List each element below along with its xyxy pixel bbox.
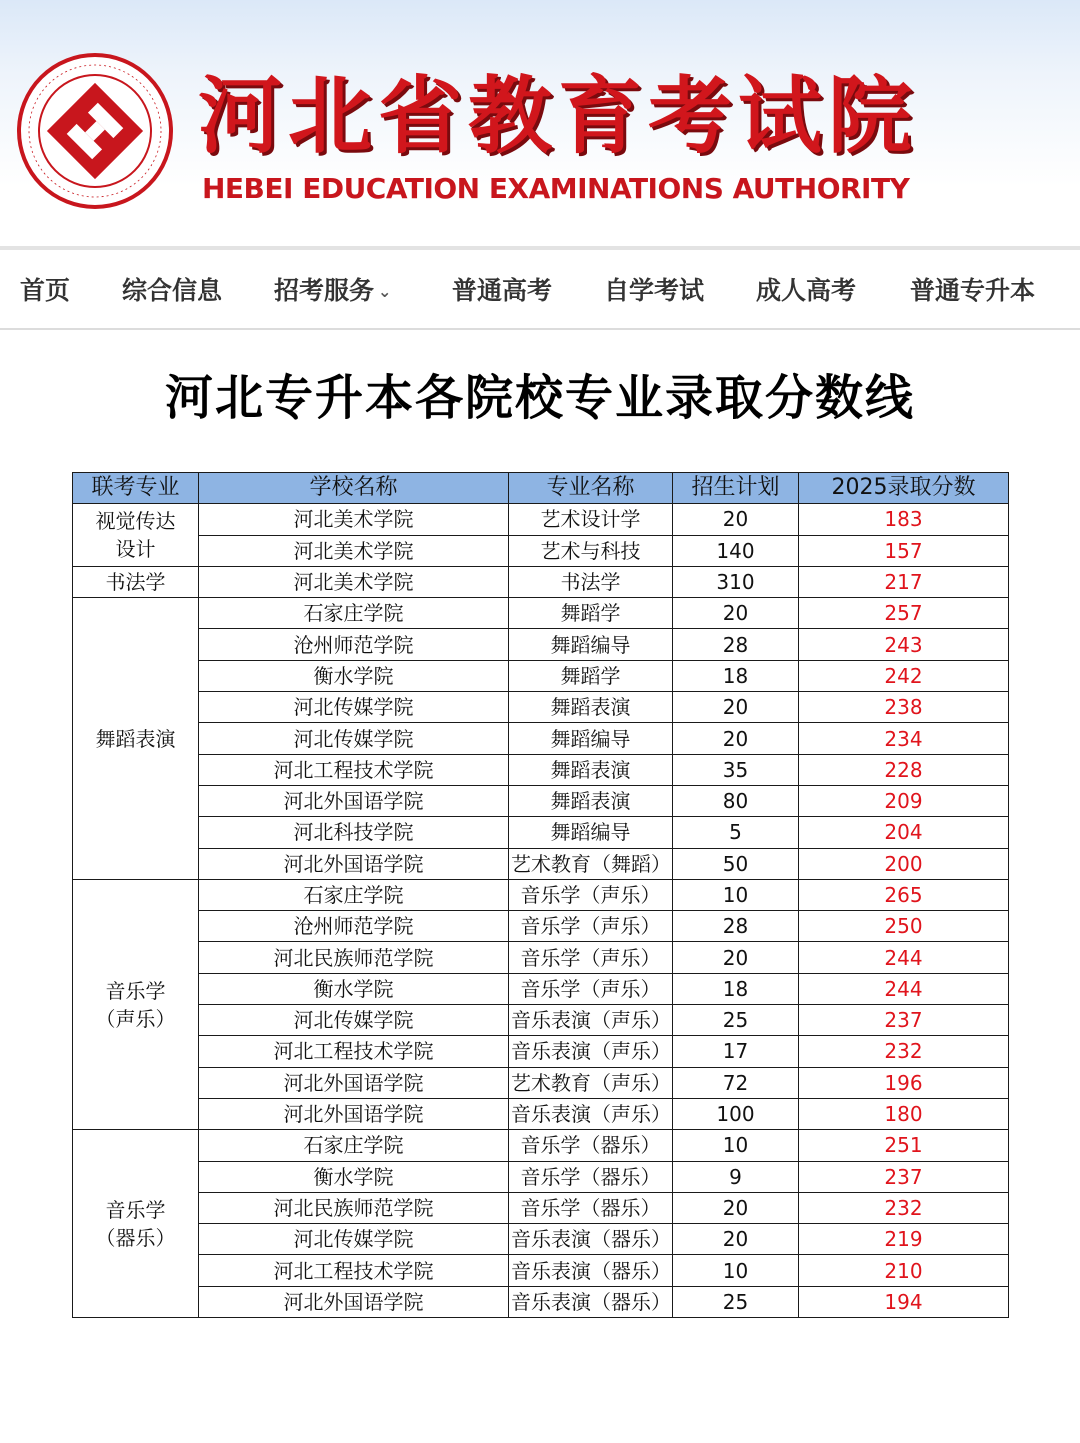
plan-cell: 20 xyxy=(673,598,799,629)
program-cell: 音乐表演（器乐） xyxy=(509,1255,673,1286)
score-cell: 204 xyxy=(799,817,1009,848)
school-cell: 石家庄学院 xyxy=(199,1130,509,1161)
table-row xyxy=(73,1161,1009,1192)
site-header xyxy=(0,0,1080,248)
score-cell: 242 xyxy=(799,660,1009,691)
plan-cell: 20 xyxy=(673,1224,799,1255)
program-cell: 艺术教育（声乐） xyxy=(509,1067,673,1098)
table-row xyxy=(73,1067,1009,1098)
table-body xyxy=(73,504,1009,1318)
program-cell: 音乐学（声乐） xyxy=(509,942,673,973)
school-cell: 河北外国语学院 xyxy=(199,848,509,879)
score-cell: 209 xyxy=(799,785,1009,816)
plan-cell: 50 xyxy=(673,848,799,879)
nav-item-adult-exam[interactable] xyxy=(756,274,856,308)
table-row xyxy=(73,535,1009,566)
program-cell: 音乐学（声乐） xyxy=(509,879,673,910)
school-cell: 衡水学院 xyxy=(199,973,509,1004)
table-row xyxy=(73,817,1009,848)
nav-item-upgrade-exam[interactable] xyxy=(910,274,1035,308)
nav-item-self-study-exam[interactable] xyxy=(604,274,704,308)
plan-cell: 20 xyxy=(673,942,799,973)
school-cell: 衡水学院 xyxy=(199,660,509,691)
table-row xyxy=(73,660,1009,691)
program-cell: 音乐表演（声乐） xyxy=(509,1036,673,1067)
nav-item-label: 成人高考 xyxy=(756,276,857,305)
table-row xyxy=(73,692,1009,723)
program-cell: 舞蹈编导 xyxy=(509,723,673,754)
plan-cell: 18 xyxy=(673,660,799,691)
table-row xyxy=(73,754,1009,785)
table-row xyxy=(73,1005,1009,1036)
school-cell: 河北民族师范学院 xyxy=(199,1192,509,1223)
nav-item-exam-services[interactable] xyxy=(274,274,391,309)
plan-cell: 28 xyxy=(673,629,799,660)
program-cell: 音乐表演（声乐） xyxy=(509,1098,673,1129)
school-cell: 石家庄学院 xyxy=(199,879,509,910)
brand-title-en: HEBEI EDUCATION EXAMINATIONS AUTHORITY xyxy=(202,172,910,205)
major-cell: 书法学 xyxy=(73,566,199,597)
score-cell: 219 xyxy=(799,1224,1009,1255)
score-cell: 237 xyxy=(799,1161,1009,1192)
table-row xyxy=(73,504,1009,535)
program-cell: 音乐表演（声乐） xyxy=(509,1005,673,1036)
score-cell: 157 xyxy=(799,535,1009,566)
table-row xyxy=(73,973,1009,1004)
school-cell: 河北传媒学院 xyxy=(199,1005,509,1036)
program-cell: 舞蹈表演 xyxy=(509,692,673,723)
program-cell: 音乐表演（器乐） xyxy=(509,1286,673,1317)
plan-cell: 10 xyxy=(673,1130,799,1161)
program-cell: 舞蹈编导 xyxy=(509,817,673,848)
school-cell: 衡水学院 xyxy=(199,1161,509,1192)
plan-cell: 20 xyxy=(673,723,799,754)
plan-cell: 18 xyxy=(673,973,799,1004)
table-row xyxy=(73,598,1009,629)
column-header-program: 专业名称 xyxy=(509,473,673,504)
plan-cell: 35 xyxy=(673,754,799,785)
plan-cell: 17 xyxy=(673,1036,799,1067)
column-header-score: 2025录取分数 xyxy=(799,473,1009,504)
nav-item-label: 普通专升本 xyxy=(910,276,1036,305)
score-cell: 228 xyxy=(799,754,1009,785)
score-cell: 183 xyxy=(799,504,1009,535)
table-row xyxy=(73,629,1009,660)
plan-cell: 5 xyxy=(673,817,799,848)
school-cell: 河北工程技术学院 xyxy=(199,1255,509,1286)
score-cell: 180 xyxy=(799,1098,1009,1129)
table-row xyxy=(73,848,1009,879)
school-cell: 河北美术学院 xyxy=(199,535,509,566)
nav-item-home[interactable] xyxy=(20,274,70,308)
school-cell: 河北传媒学院 xyxy=(199,723,509,754)
table-row xyxy=(73,1255,1009,1286)
nav-item-label: 普通高考 xyxy=(452,276,553,305)
program-cell: 音乐学（声乐） xyxy=(509,911,673,942)
table-row xyxy=(73,723,1009,754)
school-cell: 河北外国语学院 xyxy=(199,1098,509,1129)
plan-cell: 20 xyxy=(673,1192,799,1223)
school-cell: 河北工程技术学院 xyxy=(199,1036,509,1067)
score-cell: 265 xyxy=(799,879,1009,910)
major-label-line: （声乐） xyxy=(95,1006,176,1031)
plan-cell: 140 xyxy=(673,535,799,566)
score-cell: 244 xyxy=(799,942,1009,973)
plan-cell: 20 xyxy=(673,692,799,723)
major-cell: 舞蹈表演 xyxy=(73,598,199,880)
nav-item-gaokao[interactable] xyxy=(452,274,552,308)
table-row xyxy=(73,1036,1009,1067)
program-cell: 音乐表演（器乐） xyxy=(509,1224,673,1255)
school-cell: 河北外国语学院 xyxy=(199,1067,509,1098)
school-cell: 河北美术学院 xyxy=(199,504,509,535)
school-cell: 河北外国语学院 xyxy=(199,1286,509,1317)
program-cell: 艺术与科技 xyxy=(509,535,673,566)
school-cell: 河北科技学院 xyxy=(199,817,509,848)
program-cell: 音乐学（器乐） xyxy=(509,1192,673,1223)
score-cell: 217 xyxy=(799,566,1009,597)
score-cell: 244 xyxy=(799,973,1009,1004)
main-nav xyxy=(0,250,1080,330)
program-cell: 舞蹈学 xyxy=(509,660,673,691)
score-cell: 234 xyxy=(799,723,1009,754)
plan-cell: 20 xyxy=(673,504,799,535)
table-row xyxy=(73,879,1009,910)
school-cell: 河北外国语学院 xyxy=(199,785,509,816)
plan-cell: 310 xyxy=(673,566,799,597)
program-cell: 艺术设计学 xyxy=(509,504,673,535)
column-header-school: 学校名称 xyxy=(199,473,509,504)
table-row xyxy=(73,911,1009,942)
major-cell xyxy=(73,879,199,1129)
score-cell: 200 xyxy=(799,848,1009,879)
table-row xyxy=(73,942,1009,973)
plan-cell: 9 xyxy=(673,1161,799,1192)
major-cell: 视觉传达设计 xyxy=(73,504,199,567)
program-cell: 舞蹈表演 xyxy=(509,754,673,785)
major-label-line: 音乐学 xyxy=(105,1197,166,1222)
score-cell: 257 xyxy=(799,598,1009,629)
program-cell: 舞蹈表演 xyxy=(509,785,673,816)
program-cell: 舞蹈编导 xyxy=(509,629,673,660)
score-table xyxy=(72,472,1009,1318)
score-cell: 250 xyxy=(799,911,1009,942)
school-cell: 石家庄学院 xyxy=(199,598,509,629)
program-cell: 音乐学（声乐） xyxy=(509,973,673,1004)
major-label-line: （器乐） xyxy=(95,1225,176,1250)
page-title: 河北专升本各院校专业录取分数线 xyxy=(164,370,915,426)
program-cell: 书法学 xyxy=(509,566,673,597)
school-cell: 沧州师范学院 xyxy=(199,629,509,660)
plan-cell: 10 xyxy=(673,1255,799,1286)
major-label-line: 音乐学 xyxy=(105,978,166,1003)
nav-item-label: 综合信息 xyxy=(122,276,223,305)
nav-item-general-info[interactable] xyxy=(122,274,222,308)
score-cell: 210 xyxy=(799,1255,1009,1286)
table-row xyxy=(73,785,1009,816)
school-cell: 沧州师范学院 xyxy=(199,911,509,942)
table-row xyxy=(73,1130,1009,1161)
major-cell xyxy=(73,1130,199,1318)
score-cell: 196 xyxy=(799,1067,1009,1098)
school-cell: 河北传媒学院 xyxy=(199,1224,509,1255)
plan-cell: 25 xyxy=(673,1286,799,1317)
score-cell: 194 xyxy=(799,1286,1009,1317)
hebei-exam-authority-seal-icon[interactable] xyxy=(16,52,174,210)
chevron-down-icon: ⌄ xyxy=(378,282,392,301)
score-cell: 237 xyxy=(799,1005,1009,1036)
school-cell: 河北美术学院 xyxy=(199,566,509,597)
table-row xyxy=(73,1224,1009,1255)
score-cell: 238 xyxy=(799,692,1009,723)
program-cell: 舞蹈学 xyxy=(509,598,673,629)
score-cell: 251 xyxy=(799,1130,1009,1161)
nav-item-label: 自学考试 xyxy=(604,276,705,305)
score-cell: 243 xyxy=(799,629,1009,660)
plan-cell: 100 xyxy=(673,1098,799,1129)
program-cell: 艺术教育（舞蹈） xyxy=(509,848,673,879)
column-header-major: 联考专业 xyxy=(73,473,199,504)
school-cell: 河北民族师范学院 xyxy=(199,942,509,973)
plan-cell: 10 xyxy=(673,879,799,910)
brand-title-cn: 河北省教育考试院 xyxy=(198,67,919,165)
plan-cell: 25 xyxy=(673,1005,799,1036)
nav-item-label: 首页 xyxy=(20,276,71,305)
plan-cell: 28 xyxy=(673,911,799,942)
school-cell: 河北传媒学院 xyxy=(199,692,509,723)
table-row xyxy=(73,566,1009,597)
program-cell: 音乐学（器乐） xyxy=(509,1130,673,1161)
plan-cell: 80 xyxy=(673,785,799,816)
table-row xyxy=(73,1192,1009,1223)
column-header-plan: 招生计划 xyxy=(673,473,799,504)
score-cell: 232 xyxy=(799,1192,1009,1223)
program-cell: 音乐学（器乐） xyxy=(509,1161,673,1192)
plan-cell: 72 xyxy=(673,1067,799,1098)
table-header-row xyxy=(73,473,1009,504)
nav-item-label: 招考服务 xyxy=(274,276,375,305)
school-cell: 河北工程技术学院 xyxy=(199,754,509,785)
table-row xyxy=(73,1286,1009,1317)
score-cell: 232 xyxy=(799,1036,1009,1067)
table-row xyxy=(73,1098,1009,1129)
